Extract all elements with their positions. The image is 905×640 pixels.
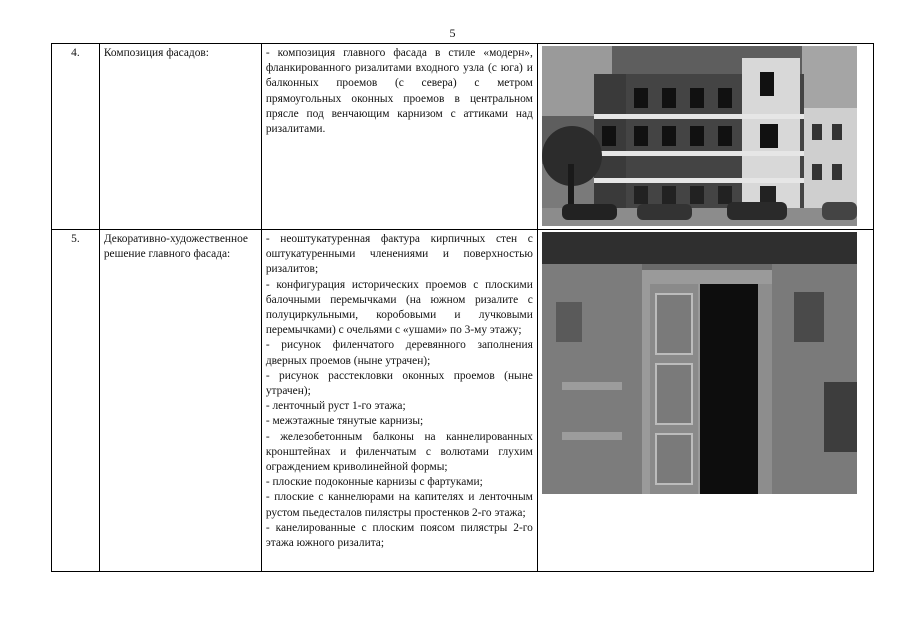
row-description [261, 230, 537, 572]
row-number: 4. [52, 44, 100, 230]
table-row [52, 44, 874, 230]
description-item: - ленточный руст 1-го этажа; [265, 400, 406, 413]
page-number: 5 [449, 26, 456, 40]
description-item: - композиция главного фасада в стиле «модерн», фланкированного ризалитами входного узла (с юга) и балконных проемов (с севера) с метром прямоугольных оконных проемов в центральном прясле под венчающим карнизом с аттиками над ризалитами. [265, 47, 533, 136]
description-item: - плоские с каннелюрами на капителях и ленточным рустом пьедесталов пилястры простенков 2-го этажа; [265, 491, 533, 519]
description-item: - рисунок филенчатого деревянного заполнения дверных проемов (ныне утрачен); [265, 339, 533, 367]
heritage-elements-table [51, 43, 874, 572]
description-item: - железобетонным балконы на каннелированных кронштейнах и филенчатым с волютами глухим ограждением криволинейной формы; [265, 430, 533, 474]
description-item: - конфигурация исторических проемов с плоскими балочными перемычками (на южном ризалите с полуциркульными, коробовыми и лучковыми перемычками) с очельями с «ушами» по 3-му этажу; [265, 278, 533, 337]
table-row [52, 230, 874, 572]
photo-cell [537, 230, 873, 572]
description-item: - плоские подоконные карнизы с фартуками; [265, 476, 483, 489]
row-label: Композиция фасадов: [99, 44, 261, 230]
row-label: Декоративно-художественное решение главного фасада: [99, 230, 261, 572]
building-facade-photo [542, 46, 857, 226]
entrance-door-photo [542, 232, 857, 494]
row-number: 5. [52, 230, 100, 572]
row-description [261, 44, 537, 230]
description-item: - межэтажные тянутые карнизы; [265, 415, 424, 428]
photo-cell [537, 44, 873, 230]
entrance-door-photo-icon [542, 232, 857, 494]
description-item: - канелированные с плоским поясом пилястры 2-го этажа южного ризалита; [265, 521, 533, 550]
description-item: - неоштукатуренная фактура кирпичных стен с оштукатуренными членениями и поверхностью ризалитов; [265, 233, 533, 276]
description-item: - рисунок расстекловки оконных проемов (ныне утрачен); [265, 369, 533, 398]
building-facade-photo-icon [542, 46, 857, 226]
